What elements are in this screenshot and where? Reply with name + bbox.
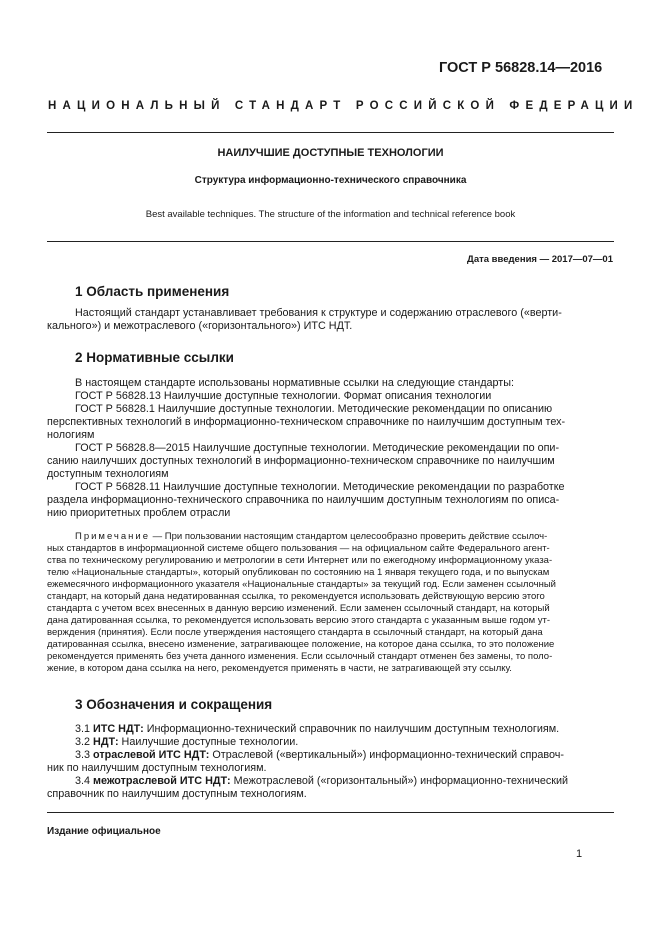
section-1-heading: 1 Область применения — [75, 284, 230, 299]
definition-item — [47, 723, 613, 736]
item-term: отраслевой ИТС НДТ: — [93, 749, 210, 761]
note-line: дана датированная ссылка, то рекомендуется использовать версию этого стандарта с указанным выше годом ут- — [47, 615, 551, 626]
gost-number: ГОСТ Р 56828.14—2016 — [439, 60, 603, 76]
reference-line: ГОСТ Р 56828.1 Наилучшие доступные технологии. Методические рекомендации по описанию — [75, 403, 553, 415]
header-rule — [47, 132, 614, 133]
item-term: ИТС НДТ: — [93, 723, 144, 735]
definition-item — [47, 775, 613, 788]
note-line: ных стандартов в информационной системе общего пользования — на официальном сайте Федерального агент- — [47, 543, 550, 554]
section-3-heading: 3 Обозначения и сокращения — [75, 697, 273, 712]
section-1-body — [47, 307, 613, 333]
footer-rule — [47, 812, 614, 813]
publication-label: Издание официальное — [47, 826, 161, 837]
section-3-body — [47, 723, 613, 801]
text-line: санию наилучших доступных технологий в информационно-техническом справочнике по наилучшим — [47, 455, 555, 467]
definition-item — [47, 736, 613, 749]
section-2-body — [47, 377, 613, 520]
item-number: 3.2 — [75, 736, 91, 748]
section-2-heading: 2 Нормативные ссылки — [75, 350, 234, 365]
item-text: Отраслевой («вертикальный») информационно-технический справоч- — [209, 749, 565, 761]
note-line: стандарт, на который дана недатированная ссылка, то рекомендуется использовать действующую версию этого — [47, 591, 545, 602]
text-line: В настоящем стандарте использованы нормативные ссылки на следующие стандарты: — [75, 377, 514, 389]
reference-line: ГОСТ Р 56828.11 Наилучшие доступные технологии. Методические рекомендации по разработке — [75, 481, 565, 493]
text-line: нологиям — [47, 429, 95, 441]
text-line: кального») и межотраслевого («горизонтального») ИТС НДТ. — [47, 320, 353, 332]
note-line: ежемесячного информационного указателя «Национальные стандарты» за текущий год. Если заменен ссылочный — [47, 579, 556, 590]
text-line: Настоящий стандарт устанавливает требования к структуре и содержанию отраслевого («верти- — [75, 307, 562, 319]
item-text: Информационно-технический справочник по наилучшим доступным технологиям. — [143, 723, 560, 735]
item-term: НДТ: — [93, 736, 119, 748]
item-number: 3.1 — [75, 723, 91, 735]
note-label: Примечание — [75, 531, 150, 542]
text-line: перспективных технологий в информационно-техническом справочнике по наилучшим доступным тех- — [47, 416, 566, 428]
text-line: нию приоритетных проблем отрасли — [47, 507, 231, 519]
item-term: межотраслевой ИТС НДТ: — [93, 775, 231, 787]
item-number: 3.4 — [75, 775, 91, 787]
reference-line: ГОСТ Р 56828.13 Наилучшие доступные технологии. Формат описания технологии — [75, 390, 492, 402]
page-number: 1 — [576, 848, 583, 860]
note-line: жение, в котором дана ссылка на него, рекомендуется применять в части, не затрагивающей эту ссылку. — [47, 663, 512, 674]
item-number: 3.3 — [75, 749, 91, 761]
note-line: телю «Национальные стандарты», который опубликован по состоянию на 1 января текущего года, и по выпускам — [47, 567, 550, 578]
definition-continuation: справочник по наилучшим доступным технологиям. — [47, 788, 307, 800]
note-first-line — [47, 531, 613, 543]
note-line: верждения (принятия). Если после утверждения настоящего стандарта в ссылочный стандарт, на который дана — [47, 627, 543, 638]
text-line: раздела информационно-технического справочника по наилучшим доступным технологиям по описа- — [47, 494, 560, 506]
national-standard-heading: НАЦИОНАЛЬНЫЙ СТАНДАРТ РОССИЙСКОЙ ФЕДЕРАЦИИ — [48, 100, 639, 112]
introduction-date: Дата введения — 2017—07—01 — [467, 254, 613, 265]
note-line: рекомендуется применять без учета данного изменения. Если ссылочный стандарт отменен без замены, то поло- — [47, 651, 553, 662]
definition-item — [47, 749, 613, 762]
note-block — [47, 531, 613, 675]
text-line: доступным технологиям — [47, 468, 169, 480]
reference-line: ГОСТ Р 56828.8—2015 Наилучшие доступные технологии. Методические рекомендации по опи- — [75, 442, 560, 454]
document-title: НАИЛУЧШИЕ ДОСТУПНЫЕ ТЕХНОЛОГИИ — [217, 147, 444, 159]
english-title: Best available techniques. The structure of the information and technical reference book — [145, 209, 516, 220]
definition-continuation: ник по наилучшим доступным технологиям. — [47, 762, 267, 774]
title-rule — [47, 241, 614, 242]
note-line: ства по техническому регулированию и метрологии в сети Интернет или по ежегодному информационному указа- — [47, 555, 553, 566]
note-line: стандарта с учетом всех внесенных в данную версию изменений. Если заменен ссылочный стандарт, на который — [47, 603, 550, 614]
note-text: — При пользовании настоящим стандартом целесообразно проверить действие ссылоч- — [150, 531, 548, 542]
document-subtitle: Структура информационно-технического справочника — [194, 175, 467, 186]
item-text: Межотраслевой («горизонтальный») информационно-технический — [230, 775, 569, 787]
note-line: датированная ссылка, внесено изменение, затрагивающее положение, на которое дана ссылка, то это положение — [47, 639, 555, 650]
item-text: Наилучшие доступные технологии. — [118, 736, 299, 748]
